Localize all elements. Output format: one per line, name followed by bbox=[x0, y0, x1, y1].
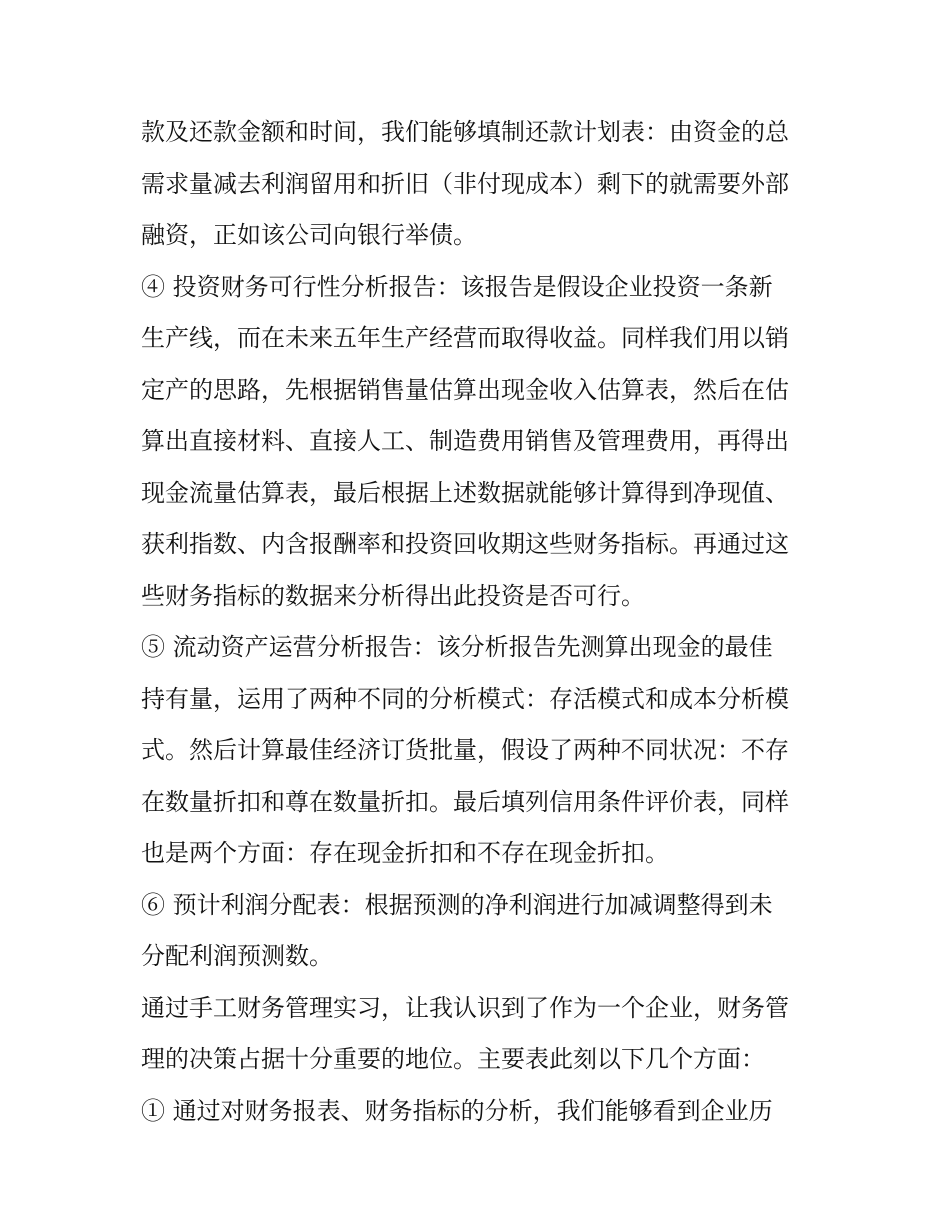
text-line: 需求量减去利润留用和折旧（非付现成本）剩下的就需要外部 bbox=[141, 169, 789, 198]
list-item-5-start: ⑤ 流动资产运营分析报告：该分析报告先测算出现金的最佳 bbox=[141, 633, 773, 661]
text-line: 分配利润预测数。 bbox=[141, 942, 333, 970]
text-line: 些财务指标的数据来分析得出此投资是否可行。 bbox=[141, 581, 645, 610]
list-item-4-start: ④ 投资财务可行性分析报告：该报告是假设企业投资一条新 bbox=[141, 272, 773, 301]
text-line: 式。然后计算最佳经济订货批量，假设了两种不同状况：不存 bbox=[141, 736, 789, 764]
text-line: 融资，正如该公司向银行举债。 bbox=[141, 221, 477, 249]
body-text bbox=[141, 107, 821, 1137]
text-line: 理的决策占据十分重要的地位。主要表此刻以下几个方面： bbox=[141, 1045, 765, 1073]
text-line: 生产线，而在未来五年生产经营而取得收益。同样我们用以销 bbox=[141, 324, 789, 352]
text-line: 现金流量估算表，最后根据上述数据就能够计算得到净现值、 bbox=[141, 478, 789, 507]
paragraph-start: 通过手工财务管理实习，让我认识到了作为一个企业，财务管 bbox=[141, 993, 789, 1022]
text-line: 获利指数、内含报酬率和投资回收期这些财务指标。再通过这 bbox=[141, 530, 789, 558]
text-line: 款及还款金额和时间，我们能够填制还款计划表：由资金的总 bbox=[141, 118, 789, 146]
text-line: 定产的思路，先根据销售量估算出现金收入估算表，然后在估 bbox=[141, 375, 789, 404]
text-line: 也是两个方面：存在现金折扣和不存在现金折扣。 bbox=[141, 839, 669, 867]
text-line: 在数量折扣和尊在数量折扣。最后填列信用条件评价表，同样 bbox=[141, 787, 789, 816]
text-line: 持有量，运用了两种不同的分析模式：存活模式和成本分析模 bbox=[141, 684, 789, 713]
list-item-1-start: ① 通过对财务报表、财务指标的分析，我们能够看到企业历 bbox=[141, 1096, 773, 1125]
list-item-6-start: ⑥ 预计利润分配表：根据预测的净利润进行加减调整得到未 bbox=[141, 890, 773, 919]
text-line: 算出直接材料、直接人工、制造费用销售及管理费用，再得出 bbox=[141, 427, 789, 455]
